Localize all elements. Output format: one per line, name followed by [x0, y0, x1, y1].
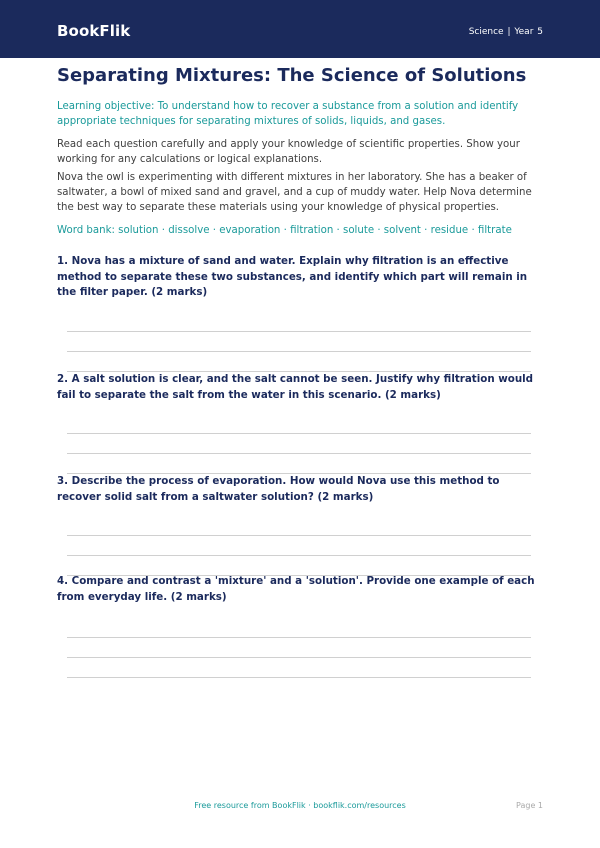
answer-line[interactable] — [67, 433, 531, 434]
page-title: Separating Mixtures: The Science of Solutions — [57, 65, 527, 86]
answer-line[interactable] — [67, 331, 531, 332]
answer-line[interactable] — [67, 555, 531, 556]
word-bank: Word bank: solution · dissolve · evaporation · filtration · solute · solvent · residue · filtrate — [57, 225, 512, 236]
answer-line[interactable] — [67, 637, 531, 638]
question-4: 4. Compare and contrast a 'mixture' and a 'solution'. Provide one example of each from everyday life. (2 marks) — [57, 575, 535, 603]
instructions-text: Read each question carefully and apply your knowledge of scientific properties. Show your working for any calculations or logical explanations. — [57, 139, 520, 166]
brand-logo[interactable]: BookFlik — [57, 22, 131, 40]
question-2: 2. A salt solution is clear, and the salt cannot be seen. Justify why filtration would fail to separate the salt from the water in this scenario. (2 marks) — [57, 373, 534, 401]
answer-line[interactable] — [67, 351, 531, 352]
answer-line[interactable] — [67, 657, 531, 658]
scenario-text: Nova the owl is experimenting with different mixtures in her laboratory. She has a beaker of saltwater, a bowl of mixed sand and gravel, and a cup of muddy water. Help Nova determine the best way to separate these materials using your knowledge of physical properties. — [57, 172, 532, 214]
footer-link[interactable]: Free resource from BookFlik · bookflik.com/resources — [194, 801, 406, 810]
page-number: Page 1 — [516, 801, 543, 810]
learning-objective: Learning objective: To understand how to recover a substance from a solution and identify appropriate techniques for separating mixtures of solids, liquids, and gases. — [57, 101, 519, 128]
answer-line[interactable] — [67, 453, 531, 454]
question-1: 1. Nova has a mixture of sand and water. Explain why filtration is an effective method to separate these two substances, and identify which part will remain in the filter paper. (2 marks) — [57, 255, 528, 299]
question-3: 3. Describe the process of evaporation. How would Nova use this method to recover solid salt from a saltwater solution? (2 marks) — [57, 475, 500, 503]
subject-meta: Science | Year 5 — [468, 27, 543, 37]
answer-line[interactable] — [67, 535, 531, 536]
answer-line[interactable] — [67, 677, 531, 678]
header-bar — [0, 0, 600, 58]
